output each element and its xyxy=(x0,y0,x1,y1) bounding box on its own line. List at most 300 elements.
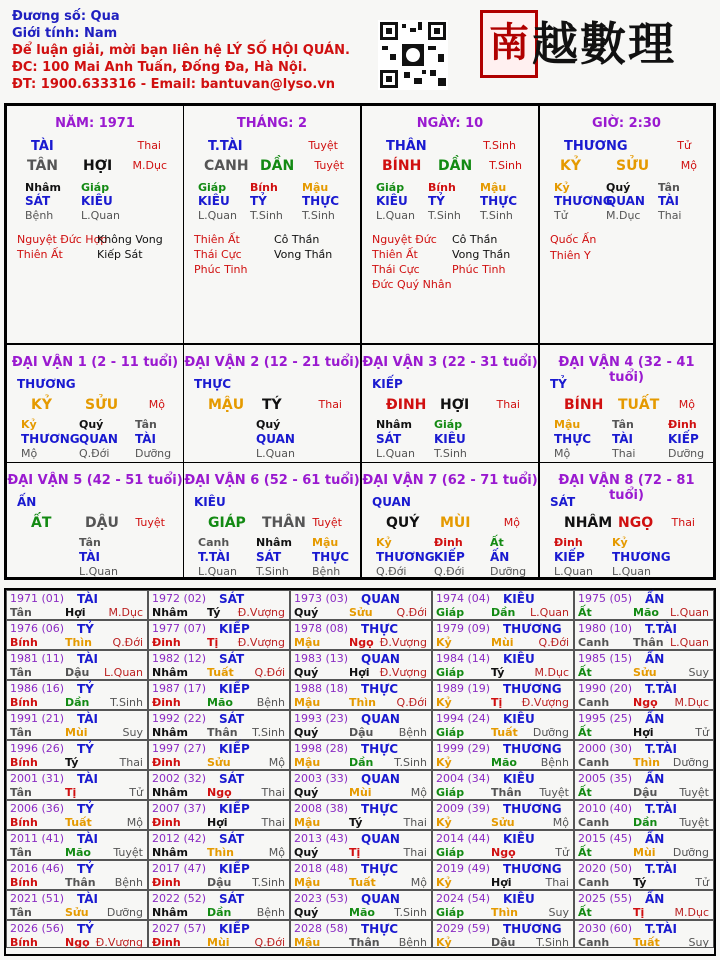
year-label: 1992 (22) xyxy=(152,712,207,725)
year-branch: Tý xyxy=(207,606,221,619)
year-stage: Đ.Vượng xyxy=(379,666,427,679)
year-branch: Ngọ xyxy=(633,696,658,709)
year-branch: Hợi xyxy=(349,666,370,679)
hidden-stem: Bính xyxy=(250,181,278,194)
year-stem: Nhâm xyxy=(152,606,188,619)
year-stem: Nhâm xyxy=(152,786,188,799)
year-god: T.TÀI xyxy=(645,682,677,696)
year-label: 1971 (01) xyxy=(10,592,65,605)
star: Phúc Tinh xyxy=(194,263,248,276)
year-branch: Thìn xyxy=(491,906,518,919)
year-stem: Bính xyxy=(10,936,38,949)
year-cell xyxy=(574,680,714,710)
year-stage: Q.Đới xyxy=(254,936,285,949)
stem-stage: T.Sinh xyxy=(483,139,516,152)
year-stem: Tân xyxy=(10,786,32,799)
hidden-god: TÀI xyxy=(612,432,634,446)
year-cell xyxy=(574,890,714,920)
year-cell xyxy=(6,830,148,860)
year-branch: Tị xyxy=(349,846,361,859)
year-stage: Tử xyxy=(129,786,143,799)
year-cell xyxy=(574,710,714,740)
year-label: 2022 (52) xyxy=(152,892,207,905)
star: Kiếp Sát xyxy=(97,248,143,261)
year-god: T.TÀI xyxy=(645,862,677,876)
year-stage: L.Quan xyxy=(104,666,143,679)
year-cell xyxy=(148,860,290,890)
pillar-4 xyxy=(539,105,714,344)
year-stem: Tân xyxy=(10,906,32,919)
year-branch: Mão xyxy=(491,756,517,769)
year-stage: Thai xyxy=(261,816,285,829)
year-branch: Thân xyxy=(65,876,96,889)
year-label: 1996 (26) xyxy=(10,742,65,755)
year-label: 1980 (10) xyxy=(578,622,633,635)
dai-van-stage: Mộ xyxy=(148,398,165,411)
dai-van-6 xyxy=(183,462,361,578)
year-god: KIẾP xyxy=(219,682,250,696)
year-stem: Mậu xyxy=(294,876,321,889)
dai-van-god: QUAN xyxy=(372,495,411,509)
year-stage: Q.Đới xyxy=(254,666,285,679)
dai-van-stem: ẤT xyxy=(31,515,52,531)
year-branch: Dần xyxy=(207,906,232,919)
year-label: 2004 (34) xyxy=(436,772,491,785)
year-cell xyxy=(6,890,148,920)
year-stem: Tân xyxy=(10,606,32,619)
year-stem: Đinh xyxy=(152,696,181,709)
year-cell xyxy=(574,920,714,948)
hidden-stage: Dưỡng xyxy=(668,447,705,460)
year-cell xyxy=(574,590,714,620)
year-label: 2014 (44) xyxy=(436,832,491,845)
year-stage: Suy xyxy=(548,906,569,919)
year-branch: Sửu xyxy=(633,666,657,679)
year-stem: Ất xyxy=(578,606,592,619)
hidden-stem: Quý xyxy=(256,418,281,431)
year-stage: Đ.Vượng xyxy=(95,936,143,949)
year-stage: Mộ xyxy=(552,816,569,829)
year-god: QUAN xyxy=(361,592,400,606)
year-branch: Tị xyxy=(207,636,219,649)
year-label: 1974 (04) xyxy=(436,592,491,605)
year-god: TÀI xyxy=(77,832,99,846)
hidden-stem: Đinh xyxy=(554,536,583,549)
year-stem: Canh xyxy=(578,816,610,829)
year-branch: Mão xyxy=(633,606,659,619)
year-branch: Sửu xyxy=(349,606,373,619)
year-cell xyxy=(432,830,574,860)
hidden-stage: Dưỡng xyxy=(490,565,527,578)
year-god: QUAN xyxy=(361,652,400,666)
year-stem: Bính xyxy=(10,756,38,769)
star: Cô Thần xyxy=(274,233,320,246)
year-stem: Bính xyxy=(10,696,38,709)
year-stage: Bệnh xyxy=(256,906,285,919)
hidden-stage: L.Quan xyxy=(376,447,415,460)
year-stem: Mậu xyxy=(294,936,321,949)
year-stage: Tuyệt xyxy=(679,786,709,799)
year-god: SÁT xyxy=(219,832,245,846)
year-stage: Bệnh xyxy=(256,696,285,709)
star: Phúc Tinh xyxy=(452,263,506,276)
year-label: 1998 (28) xyxy=(294,742,349,755)
year-stage: Thai xyxy=(403,816,427,829)
year-stem: Giáp xyxy=(436,606,465,619)
hidden-stem: Kỷ xyxy=(376,536,392,549)
dai-van-god: SÁT xyxy=(550,495,576,509)
year-branch: Mùi xyxy=(491,636,514,649)
year-god: KIẾP xyxy=(219,862,250,876)
year-cell xyxy=(432,740,574,770)
hidden-stage: Thai xyxy=(658,209,682,222)
year-label: 2030 (60) xyxy=(578,922,633,935)
year-cell xyxy=(148,620,290,650)
hidden-stem: Nhâm xyxy=(376,418,412,431)
year-branch: Thìn xyxy=(633,756,660,769)
year-cell xyxy=(574,740,714,770)
heavenly-stem: CANH xyxy=(204,158,249,174)
year-label: 2010 (40) xyxy=(578,802,633,815)
year-stage: Suy xyxy=(122,726,143,739)
hidden-stage: L.Quan xyxy=(612,565,651,578)
year-god: QUAN xyxy=(361,892,400,906)
hidden-god: THỰC xyxy=(480,194,518,208)
year-branch: Mùi xyxy=(349,786,372,799)
hidden-god: TỶ xyxy=(250,194,267,208)
year-label: 1977 (07) xyxy=(152,622,207,635)
hidden-stem: Canh xyxy=(198,536,230,549)
year-stem: Quý xyxy=(294,846,319,859)
year-stem: Ất xyxy=(578,846,592,859)
pillar-title: NGÀY: 10 xyxy=(416,116,484,131)
hidden-stage: Dưỡng xyxy=(135,447,172,460)
year-stage: Tử xyxy=(695,876,709,889)
year-god: TÀI xyxy=(77,772,99,786)
year-cell xyxy=(148,920,290,948)
star: Thái Cực xyxy=(194,248,242,261)
dai-van-5 xyxy=(6,462,184,578)
year-branch: Dậu xyxy=(207,876,232,889)
year-stage: Mộ xyxy=(268,756,285,769)
year-branch: Tuất xyxy=(207,666,234,679)
year-cell xyxy=(574,830,714,860)
year-god: THỰC xyxy=(361,802,399,816)
year-stem: Tân xyxy=(10,726,32,739)
dai-van-stem: BÍNH xyxy=(564,397,604,413)
pillar-title: NĂM: 1971 xyxy=(55,116,135,131)
year-god: TỶ xyxy=(77,682,94,696)
year-stage: T.Sinh xyxy=(394,756,427,769)
hidden-stem: Giáp xyxy=(198,181,227,194)
year-stage: Suy xyxy=(688,666,709,679)
year-god: KIÊU xyxy=(503,592,535,606)
year-stem: Nhâm xyxy=(152,906,188,919)
year-stage: Đ.Vượng xyxy=(521,696,569,709)
year-stem: Giáp xyxy=(436,666,465,679)
hidden-stem: Mậu xyxy=(312,536,339,549)
year-stem: Quý xyxy=(294,786,319,799)
year-stem: Mậu xyxy=(294,756,321,769)
year-stem: Tân xyxy=(10,666,32,679)
hidden-stage: Q.Đới xyxy=(376,565,407,578)
year-stem: Đinh xyxy=(152,936,181,949)
year-stage: Suy xyxy=(688,936,709,949)
dai-van-stem: GIÁP xyxy=(208,515,246,531)
dai-van-stage: Tuyệt xyxy=(135,516,165,529)
year-cell xyxy=(432,920,574,948)
hidden-god: SÁT xyxy=(256,550,282,564)
branch-stage: Tuyệt xyxy=(314,159,344,172)
year-god: SÁT xyxy=(219,712,245,726)
year-stage: Mộ xyxy=(410,876,427,889)
hidden-god: THƯƠNG xyxy=(554,194,613,208)
year-stem: Nhâm xyxy=(152,666,188,679)
earthly-branch: SỬU xyxy=(616,158,650,174)
year-stage: M.Dục xyxy=(674,696,709,709)
star: Thiên Ất xyxy=(194,233,240,246)
year-stem: Canh xyxy=(578,936,610,949)
dai-van-god: TỶ xyxy=(550,377,567,391)
star: Nguyệt Đức Hợp xyxy=(17,233,108,246)
year-label: 1987 (17) xyxy=(152,682,207,695)
stem-god: T.TÀI xyxy=(208,139,243,154)
year-stage: Q.Đới xyxy=(396,696,427,709)
year-stem: Tân xyxy=(10,846,32,859)
year-god: ẤN xyxy=(645,892,665,906)
year-branch: Hợi xyxy=(633,726,654,739)
year-stage: Thai xyxy=(119,756,143,769)
year-god: THƯƠNG xyxy=(503,742,562,756)
year-cell xyxy=(574,620,714,650)
year-label: 1999 (29) xyxy=(436,742,491,755)
dai-van-7 xyxy=(361,462,539,578)
year-label: 1979 (09) xyxy=(436,622,491,635)
year-cell xyxy=(432,650,574,680)
year-cell xyxy=(290,620,432,650)
year-god: TÀI xyxy=(77,592,99,606)
year-label: 1981 (11) xyxy=(10,652,65,665)
earthly-branch: DẦN xyxy=(260,158,295,174)
year-god: KIẾP xyxy=(219,622,250,636)
year-stem: Canh xyxy=(578,636,610,649)
year-cell xyxy=(574,770,714,800)
year-label: 1991 (21) xyxy=(10,712,65,725)
year-stage: T.Sinh xyxy=(394,906,427,919)
year-cell xyxy=(290,920,432,948)
hidden-god: THƯƠNG xyxy=(21,432,80,446)
dai-van-title: ĐẠI VẬN 2 (12 - 21 tuổi) xyxy=(184,355,360,370)
year-god: TỶ xyxy=(77,742,94,756)
hidden-god: T.TÀI xyxy=(198,550,230,564)
year-branch: Thân xyxy=(633,636,664,649)
hidden-stem: Quý xyxy=(606,181,631,194)
hidden-stage: Mộ xyxy=(21,447,38,460)
dai-van-branch: NGỌ xyxy=(618,515,654,531)
year-stage: Tử xyxy=(555,846,569,859)
year-stage: Tuyệt xyxy=(539,786,569,799)
hidden-stem: Mậu xyxy=(302,181,329,194)
stem-god: TÀI xyxy=(31,139,54,154)
brand-logo: 越數理 xyxy=(532,17,676,71)
year-stage: Q.Đới xyxy=(112,636,143,649)
year-label: 1984 (14) xyxy=(436,652,491,665)
year-stage: Dưỡng xyxy=(672,756,709,769)
dai-van-title: ĐẠI VẬN 3 (22 - 31 tuổi) xyxy=(362,355,538,370)
year-stage: L.Quan xyxy=(670,636,709,649)
dai-van-branch: THÂN xyxy=(262,515,306,531)
hidden-god: KIÊU xyxy=(198,194,230,208)
star: Cô Thần xyxy=(452,233,498,246)
year-label: 2018 (48) xyxy=(294,862,349,875)
year-branch: Dậu xyxy=(65,666,90,679)
year-stage: L.Quan xyxy=(670,606,709,619)
year-label: 1990 (20) xyxy=(578,682,633,695)
year-stem: Quý xyxy=(294,726,319,739)
hidden-stage: L.Quan xyxy=(376,209,415,222)
year-cell xyxy=(290,680,432,710)
dai-van-god: KIÊU xyxy=(194,495,226,509)
year-branch: Mùi xyxy=(633,846,656,859)
hidden-god: TÀI xyxy=(658,194,680,208)
hidden-god: KIÊU xyxy=(434,432,466,446)
hidden-stage: Thai xyxy=(612,447,636,460)
year-label: 2011 (41) xyxy=(10,832,65,845)
year-stem: Quý xyxy=(294,666,319,679)
year-branch: Thân xyxy=(349,936,380,949)
year-god: T.TÀI xyxy=(645,622,677,636)
year-stage: T.Sinh xyxy=(252,726,285,739)
star: Vong Thần xyxy=(452,248,511,261)
year-label: 1972 (02) xyxy=(152,592,207,605)
year-branch: Tuất xyxy=(65,816,92,829)
year-stage: Dưỡng xyxy=(532,726,569,739)
year-cell xyxy=(148,590,290,620)
year-cell xyxy=(6,680,148,710)
year-stem: Giáp xyxy=(436,726,465,739)
star: Đức Quý Nhân xyxy=(372,278,452,291)
hidden-god: KIẾP xyxy=(434,550,465,564)
hidden-stage: T.Sinh xyxy=(434,447,467,460)
year-stage: Đ.Vượng xyxy=(379,636,427,649)
year-branch: Thìn xyxy=(349,696,376,709)
year-stage: Q.Đới xyxy=(538,636,569,649)
year-cell xyxy=(290,860,432,890)
year-god: KIÊU xyxy=(503,892,535,906)
hidden-stage: Tử xyxy=(554,209,568,222)
hidden-stem: Tân xyxy=(612,418,634,431)
hidden-god: QUAN xyxy=(79,432,118,446)
hidden-god: THỰC xyxy=(312,550,350,564)
dai-van-title: ĐẠI VẬN 4 (32 - 41 tuổi) xyxy=(558,355,695,385)
hidden-god: SÁT xyxy=(25,194,51,208)
year-branch: Mão xyxy=(65,846,91,859)
year-god: KIẾP xyxy=(219,742,250,756)
year-branch: Mùi xyxy=(207,936,230,949)
dai-van-branch: DẬU xyxy=(85,515,119,531)
seal-stamp: 南 xyxy=(480,10,538,78)
year-branch: Sửu xyxy=(207,756,231,769)
year-god: ẤN xyxy=(645,592,665,606)
year-label: 1982 (12) xyxy=(152,652,207,665)
year-branch: Ngọ xyxy=(65,936,90,949)
year-cell xyxy=(432,710,574,740)
year-stem: Đinh xyxy=(152,636,181,649)
year-branch: Dần xyxy=(65,696,90,709)
pillar-3 xyxy=(361,105,539,344)
year-cell xyxy=(290,650,432,680)
hidden-stage: T.Sinh xyxy=(480,209,513,222)
year-stem: Giáp xyxy=(436,786,465,799)
hidden-stage: T.Sinh xyxy=(428,209,461,222)
year-god: THƯƠNG xyxy=(503,922,562,936)
year-label: 2026 (56) xyxy=(10,922,65,935)
year-cell xyxy=(290,770,432,800)
dai-van-stage: Mộ xyxy=(678,398,695,411)
year-cell xyxy=(6,620,148,650)
year-cell xyxy=(432,860,574,890)
year-label: 2001 (31) xyxy=(10,772,65,785)
year-god: KIÊU xyxy=(503,772,535,786)
year-cell xyxy=(148,890,290,920)
year-branch: Dậu xyxy=(349,726,374,739)
hidden-stem: Đinh xyxy=(434,536,463,549)
hidden-stage: T.Sinh xyxy=(302,209,335,222)
year-stage: Bệnh xyxy=(114,876,143,889)
year-cell xyxy=(6,770,148,800)
year-branch: Mão xyxy=(349,906,375,919)
year-god: THỰC xyxy=(361,742,399,756)
year-stem: Giáp xyxy=(436,846,465,859)
year-label: 1976 (06) xyxy=(10,622,65,635)
gender: Giới tính: Nam xyxy=(12,26,118,41)
year-label: 2027 (57) xyxy=(152,922,207,935)
star: Thiên Y xyxy=(550,249,591,262)
year-god: THỰC xyxy=(361,682,399,696)
year-stage: Thai xyxy=(545,876,569,889)
year-label: 2017 (47) xyxy=(152,862,207,875)
year-cell xyxy=(290,710,432,740)
dai-van-4 xyxy=(539,344,714,463)
year-god: QUAN xyxy=(361,772,400,786)
dai-van-2 xyxy=(183,344,361,463)
heavenly-stem: TÂN xyxy=(27,158,59,174)
year-cell xyxy=(290,740,432,770)
hidden-god: THỰC xyxy=(554,432,592,446)
year-god: KIÊU xyxy=(503,712,535,726)
hidden-stage: L.Quan xyxy=(81,209,120,222)
branch-stage: Mộ xyxy=(680,159,697,172)
year-label: 2000 (30) xyxy=(578,742,633,755)
year-stage: Dưỡng xyxy=(106,906,143,919)
year-stem: Kỷ xyxy=(436,696,452,709)
branch-stage: T.Sinh xyxy=(489,159,522,172)
star: Thiên Ất xyxy=(372,248,418,261)
stem-stage: Thai xyxy=(137,139,161,152)
year-branch: Tý xyxy=(491,666,505,679)
hidden-stem: Bính xyxy=(428,181,456,194)
year-cell xyxy=(148,650,290,680)
year-label: 1988 (18) xyxy=(294,682,349,695)
year-god: T.TÀI xyxy=(645,742,677,756)
year-cell xyxy=(290,800,432,830)
year-branch: Ngọ xyxy=(207,786,232,799)
year-stem: Ất xyxy=(578,726,592,739)
year-stem: Ất xyxy=(578,786,592,799)
pillar-1 xyxy=(6,105,184,344)
year-cell xyxy=(6,590,148,620)
year-label: 2008 (38) xyxy=(294,802,349,815)
